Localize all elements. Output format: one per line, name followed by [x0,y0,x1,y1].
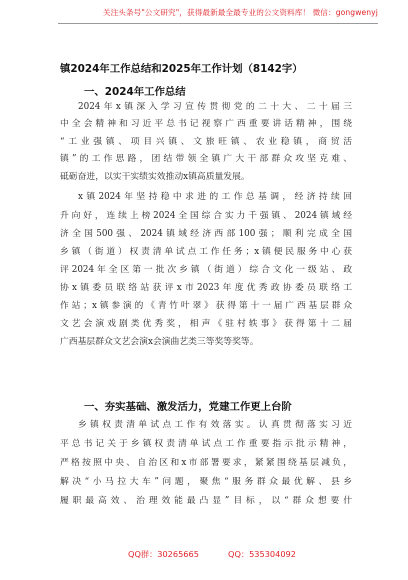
paragraph-3-line: 乡镇权责清单试点工作有效落实。认真贯彻落实习近 [78,420,352,430]
paragraph-2-line: 济全国500强、2024镇域经济西部100强；顺利完成全国 [60,229,352,239]
paragraph-3-line: 严格按照中央、自治区和x市部署要求，紧紧围绕基层减负， [60,458,352,468]
header-banner: 关注头条号"公文研究"，获得最新最全最专业的公文资料库！ 微信：gongwenyj [102,8,378,17]
paragraph-3-line: 履职最高效、治理效能最凸显”目标，以“群众想要什 [60,496,352,506]
paragraph-2-line: 乡镇（街道）权责清单试点工作任务；x镇便民服务中心获 [60,247,352,257]
paragraph-1-line: 中全会精神和习近平总书记视察广西重要讲话精神，围绕 [60,119,352,129]
footer-qq-contact: QQ：535304092 [228,549,296,559]
paragraph-3-line: 解决“小马拉大车”问题，聚焦“服务群众最优解、县乡 [60,477,352,487]
paragraph-3-line: 平总书记关于乡镇权责清单试点工作重要指示批示精神， [60,439,352,449]
paragraph-2-line: x镇2024年坚持稳中求进的工作总基调，经济持续回 [78,192,352,202]
paragraph-2-line: 评2024年全区第一批次乡镇（街道）综合文化一级站、政 [60,265,352,275]
document-title: 镇2024年工作总结和2025年工作计划（8142字） [60,63,303,75]
paragraph-2-line: 文艺会演戏剧类优秀奖，相声《驻村轶事》获得第十二届 [60,319,352,329]
paragraph-2-line: 升向好，连续上榜2024全国综合实力千强镇、2024镇域经 [60,211,352,221]
paragraph-2-line: 广西基层群众文艺会演x会演曲艺类三等奖等奖等。 [60,337,259,347]
paragraph-1-line: “工业强镇、项目兴镇、文旅旺镇、农业稳镇，商贸活 [60,137,352,147]
paragraph-1-line: 2024年x镇深入学习宣传贯彻党的二十大、二十届三 [78,102,352,112]
header-divider [58,23,378,24]
section-heading-2: 一、夯实基础、激发活力，党建工作更上台阶 [84,401,292,413]
paragraph-2-line: 协x镇委员联络站获评x市2023年度优秀政协委员联络工 [60,283,352,293]
paragraph-2-line: 作站；x镇参演的《青竹叶翠》获得第十一届广西基层群众 [60,301,352,311]
paragraph-1-line: 镇”的工作思路，团结带领全镇广大干部群众攻坚克难、 [60,154,352,164]
paragraph-1-line: 砥砺奋进，以实干实绩实效推动x镇高质量发展。 [60,172,250,182]
footer-qq-group: QQ群：30265665 [128,549,199,559]
section-heading-1: 一、2024年工作总结 [84,86,186,98]
